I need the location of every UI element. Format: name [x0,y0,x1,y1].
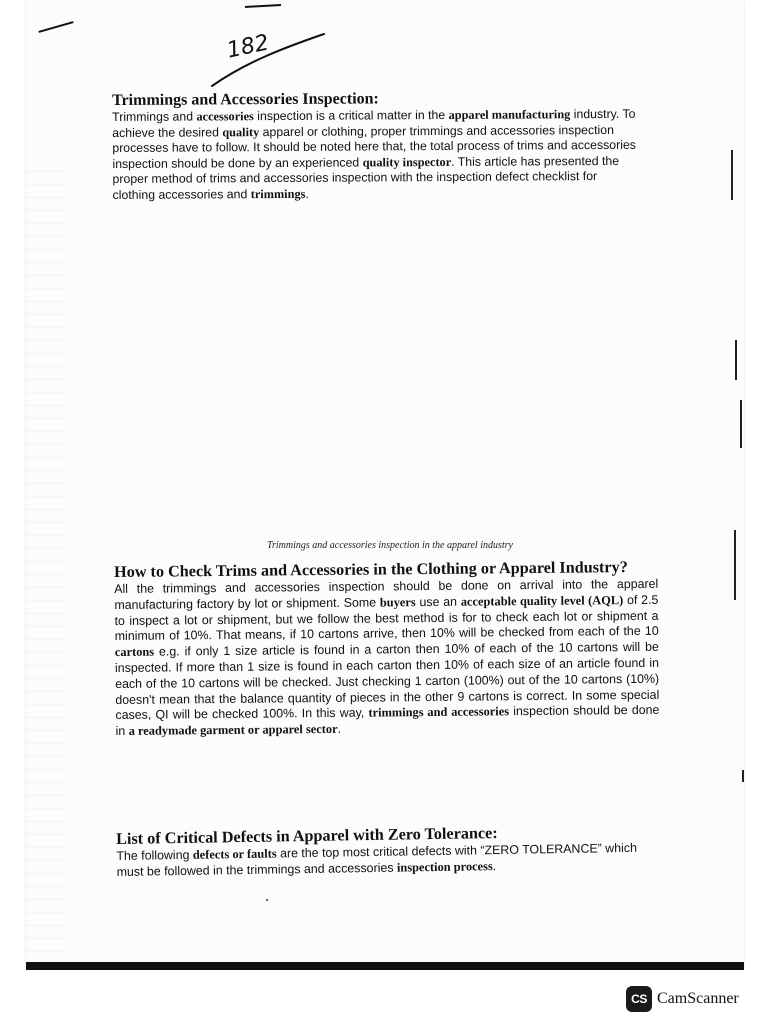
section-how-to-check [114,558,660,740]
bold-term: acceptable quality level (AQL) [460,592,624,609]
bold-term: apparel manufacturing [448,107,571,122]
body-text: apparel or clothing, proper trimmings and accessories inspection processes have to follow. It should be noted here that, the total process of trims and accessories inspection should be done by an experienced [112,122,636,171]
bold-term: trimmings [250,186,306,202]
margin-mark [740,400,742,448]
bold-term: trimmings and accessories [368,704,510,720]
body-text: inspection is a critical matter in the [253,107,449,124]
bold-term: buyers [379,594,416,610]
camscanner-brand: CamScanner [657,990,739,1007]
body-text: inspection should be done in [115,703,660,739]
page-bottom-edge [26,962,744,970]
body-text: The following [116,847,193,863]
bold-term: accessories [196,109,254,124]
bold-term: defects or faults [192,846,277,862]
body-text: e.g. if only 1 size article is found in a carton then 10% of each of the 10 cartons will be inspected. If more than 1 size is found in each carton then 10% of each size of an article found in each of the 10 cartons will be checked. Just checking 1 carton (100%) out of the 10 cartons (10%) doesn't mean that the balance quantity of pieces in the other 9 cartons is correct. In some special cases, QI will be checked 100%. In this way, [114,639,660,723]
svg-text:182: 182 [224,30,272,64]
bold-term: inspection process [396,858,493,875]
bold-term: cartons [114,644,155,660]
section-critical-defects [116,821,663,880]
body-text: of 2.5 to inspect a lot or shipment, but we follow the best method is for to check each lot or shipment a minimum of 10%. That means, if 10 cartons arrive, then 10% will be checked from each of the 10 [114,592,659,644]
body-text: industry. To achieve the desired [112,106,636,140]
body-text: use an [415,594,461,609]
scan-edge-noise [26,160,66,960]
section-trimmings-inspection [112,89,643,204]
section-body [112,107,643,204]
bold-term: quality [222,124,260,139]
margin-mark [742,770,744,782]
scan-speck [266,899,268,901]
camscanner-logo-icon: CS [626,986,652,1012]
body-text: are the top most critical defects with “ZERO TOLERANCE” which must be followed in the trimmings and accessories [116,840,638,879]
margin-mark [731,150,733,200]
section-title: How to Check Trims and Accessories in the Clothing or Apparel Industry? [114,558,628,581]
body-text: Trimmings and [112,109,197,124]
section-title: List of Critical Defects in Apparel with Zero Tolerance: [116,824,498,848]
body-text: . [305,186,309,201]
bold-term: a readymade garment or apparel sector [128,722,338,739]
margin-mark [735,340,737,380]
body-text: . [337,722,342,737]
margin-mark [734,530,736,600]
bold-term: quality inspector [362,154,452,170]
section-title: Trimmings and Accessories Inspection: [112,90,379,109]
body-text: . This article has presented the proper method of trims and accessories inspection with the inspection defect checklist for clothing accessories and [112,153,620,202]
body-text: . [492,858,497,873]
body-text: All the trimmings and accessories inspection should be done on arrival into the apparel manufacturing factory by lot or shipment. Some [114,576,659,612]
camscanner-watermark [626,986,739,1012]
section-body [114,577,659,740]
figure-caption: Trimmings and accessories inspection in the apparel industry [266,540,513,551]
